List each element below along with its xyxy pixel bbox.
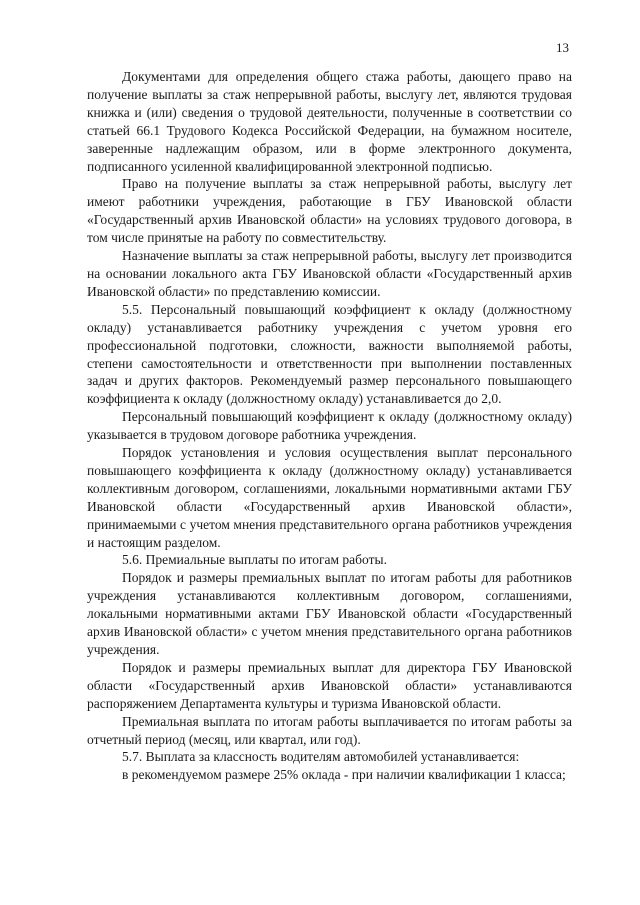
paragraph: 5.7. Выплата за классность водителям автомобилей устанавливается:	[122, 749, 520, 765]
section-heading: 5.6. Премиальные выплаты по итогам работы.	[122, 552, 387, 568]
paragraph: Право на получение выплаты за стаж непрерывной работы, выслугу лет имеют работники учреждения, работающие в ГБУ Ивановской области «Государственный архив Ивановской области» на условиях трудового договора, в том числе принятые на работу по совместительству.	[87, 176, 572, 246]
paragraph: 5.5. Персональный повышающий коэффициент к окладу (должностному окладу) устанавливается работнику учреждения с учетом уровня его профессиональной подготовки, сложности, важности выполняемой работы, степени самостоятельности и ответственности при выполнении поставленных задач и других факторов. Рекомендуемый размер персонального повышающего коэффициента к окладу (должностному окладу) устанавливается до 2,0.	[87, 301, 572, 407]
paragraph: Документами для определения общего стажа работы, дающего право на получение выплаты за стаж непрерывной работы, выслугу лет, являются трудовая книжка и (или) сведения о трудовой деятельности, полученные в соответствии со статьей 66.1 Трудового Кодекса Российской Федерации, на бумажном носителе, заверенные надлежащим образом, или в форме электронного документа, подписанного усиленной квалифицированной электронной подписью.	[87, 69, 572, 174]
paragraph: Персональный повышающий коэффициент к окладу (должностному окладу) указывается в трудовом договоре работника учреждения.	[87, 409, 572, 443]
paragraph: Премиальная выплата по итогам работы выплачивается по итогам работы за отчетный период (месяц, или квартал, или год).	[87, 713, 572, 747]
paragraph: в рекомендуемом размере 25% оклада - при наличии квалификации 1 класса;	[122, 767, 566, 783]
document-body	[87, 68, 572, 784]
paragraph: Порядок и размеры премиальных выплат для директора ГБУ Ивановской области «Государственный архив Ивановской области» устанавливаются распоряжением Департамента культуры и туризма Ивановской области.	[87, 659, 572, 711]
paragraph: Порядок и размеры премиальных выплат по итогам работы для работников учреждения устанавливаются коллективным договором, соглашениями, локальными нормативными актами ГБУ Ивановской области «Государственный архив Ивановской области» с учетом мнения представительного органа работников учреждения.	[87, 570, 572, 657]
paragraph: Порядок установления и условия осуществления выплат персонального повышающего коэффициента к окладу (должностному окладу) устанавливается коллективным договором, соглашениями, локальными нормативными актами ГБУ Ивановской области «Государственный архив Ивановской области», принимаемыми с учетом мнения представительного органа работников учреждения и настоящим разделом.	[87, 445, 572, 550]
paragraph: Назначение выплаты за стаж непрерывной работы, выслугу лет производится на основании локального акта ГБУ Ивановской области «Государственный архив Ивановской области» по представлению комиссии.	[87, 248, 572, 299]
page-number: 13	[556, 40, 569, 55]
